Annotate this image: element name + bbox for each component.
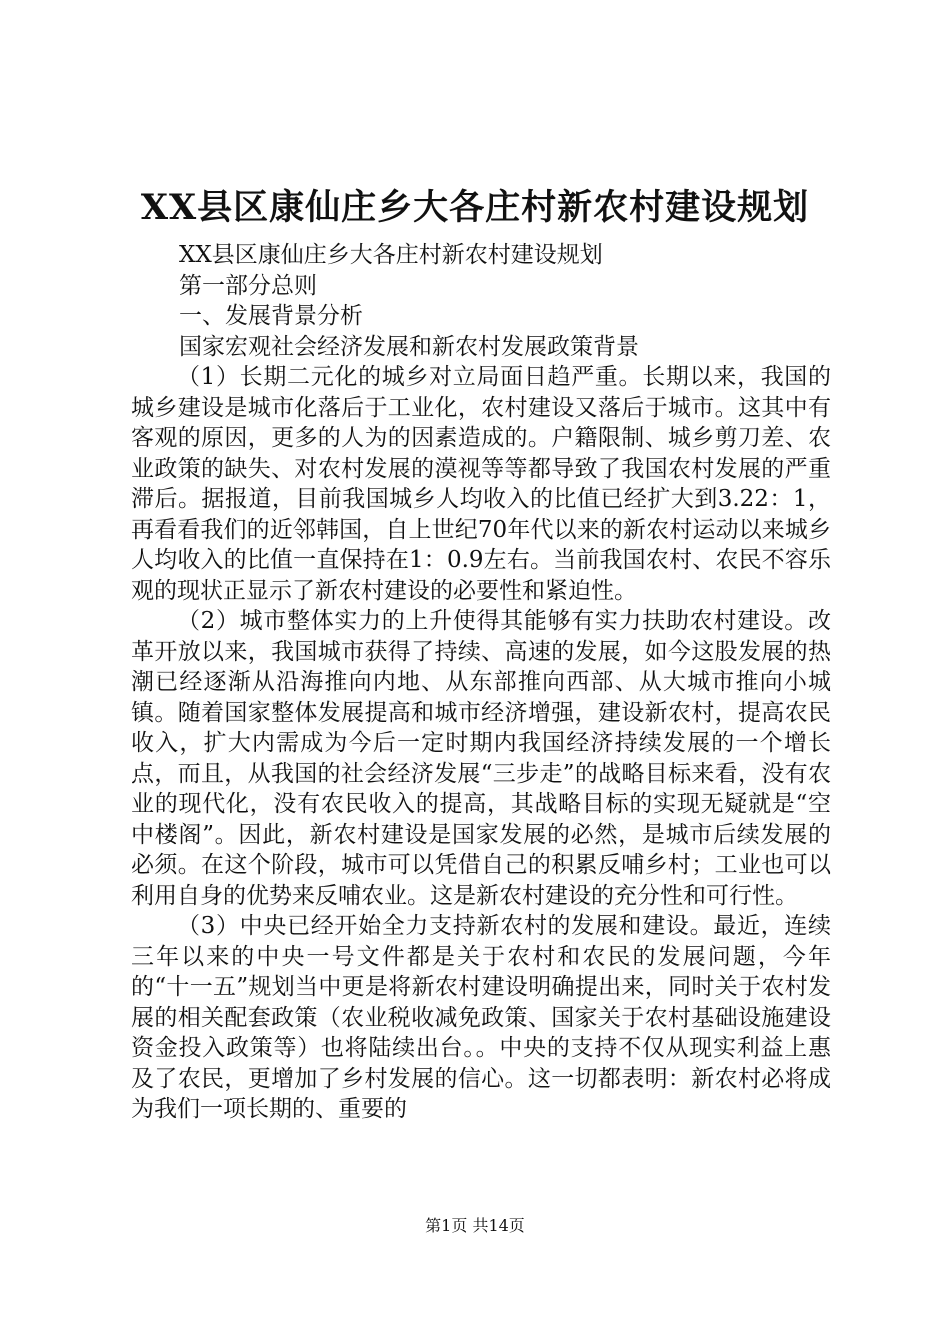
paragraph-1: （1）长期二元化的城乡对立局面日趋严重。长期以来，我国的城乡建设是城市化落后于工业化，农村建设又落后于城市。这其中有客观的原因，更多的人为的因素造成的。户籍限制、城乡剪刀差、农业政策的缺失、对农村发展的漠视等等都导致了我国农村发展的严重滞后。据报道，目前我国城乡人均收入的比值已经扩大到3.22：1，再看看我们的近邻韩国，自上世纪70年代以来的新农村运动以来城乡人均收入的比值一直保持在1：0.9左右。当前我国农村、农民不容乐观的现状正显示了新农村建设的必要性和紧迫性。 [131, 364, 831, 604]
page-number-footer: 第1页 共14页 [425, 1216, 525, 1235]
section-heading: 第一部分总则 [179, 272, 317, 299]
document-title: XX县区康仙庄乡大各庄村新农村建设规划 [140, 187, 810, 228]
document-body [131, 240, 831, 1125]
topic-heading: 国家宏观社会经济发展和新农村发展政策背景 [179, 333, 639, 360]
subtitle-line: XX县区康仙庄乡大各庄村新农村建设规划 [179, 242, 603, 268]
paragraph-2: （2）城市整体实力的上升使得其能够有实力扶助农村建设。改革开放以来，我国城市获得了持续、高速的发展，如今这股发展的热潮已经逐渐从沿海推向内地、从东部推向西部、从大城市推向小城镇。随着国家整体发展提高和城市经济增强，建设新农村，提高农民收入，扩大内需成为今后一定时期内我国经济持续发展的一个增长点，而且，从我国的社会经济发展“三步走”的战略目标来看，没有农业的现代化，没有农民收入的提高，其战略目标的实现无疑就是“空中楼阁”。因此，新农村建设是国家发展的必然，是城市后续发展的必须。在这个阶段，城市可以凭借自己的积累反哺乡村；工业也可以利用自身的优势来反哺农业。这是新农村建设的充分性和可行性。 [131, 608, 831, 909]
subsection-heading: 一、发展背景分析 [179, 303, 363, 329]
paragraph-3: （3）中央已经开始全力支持新农村的发展和建设。最近，连续三年以来的中央一号文件都是关于农村和农民的发展问题，今年的“十一五”规划当中更是将新农村建设明确提出来，同时关于农村发展的相关配套政策（农业税收减免政策、国家关于农村基础设施建设资金投入政策等）也将陆续出台。。中央的支持不仅从现实利益上惠及了农民，更增加了乡村发展的信心。这一切都表明：新农村必将成为我们一项长期的、重要的 [131, 913, 831, 1122]
